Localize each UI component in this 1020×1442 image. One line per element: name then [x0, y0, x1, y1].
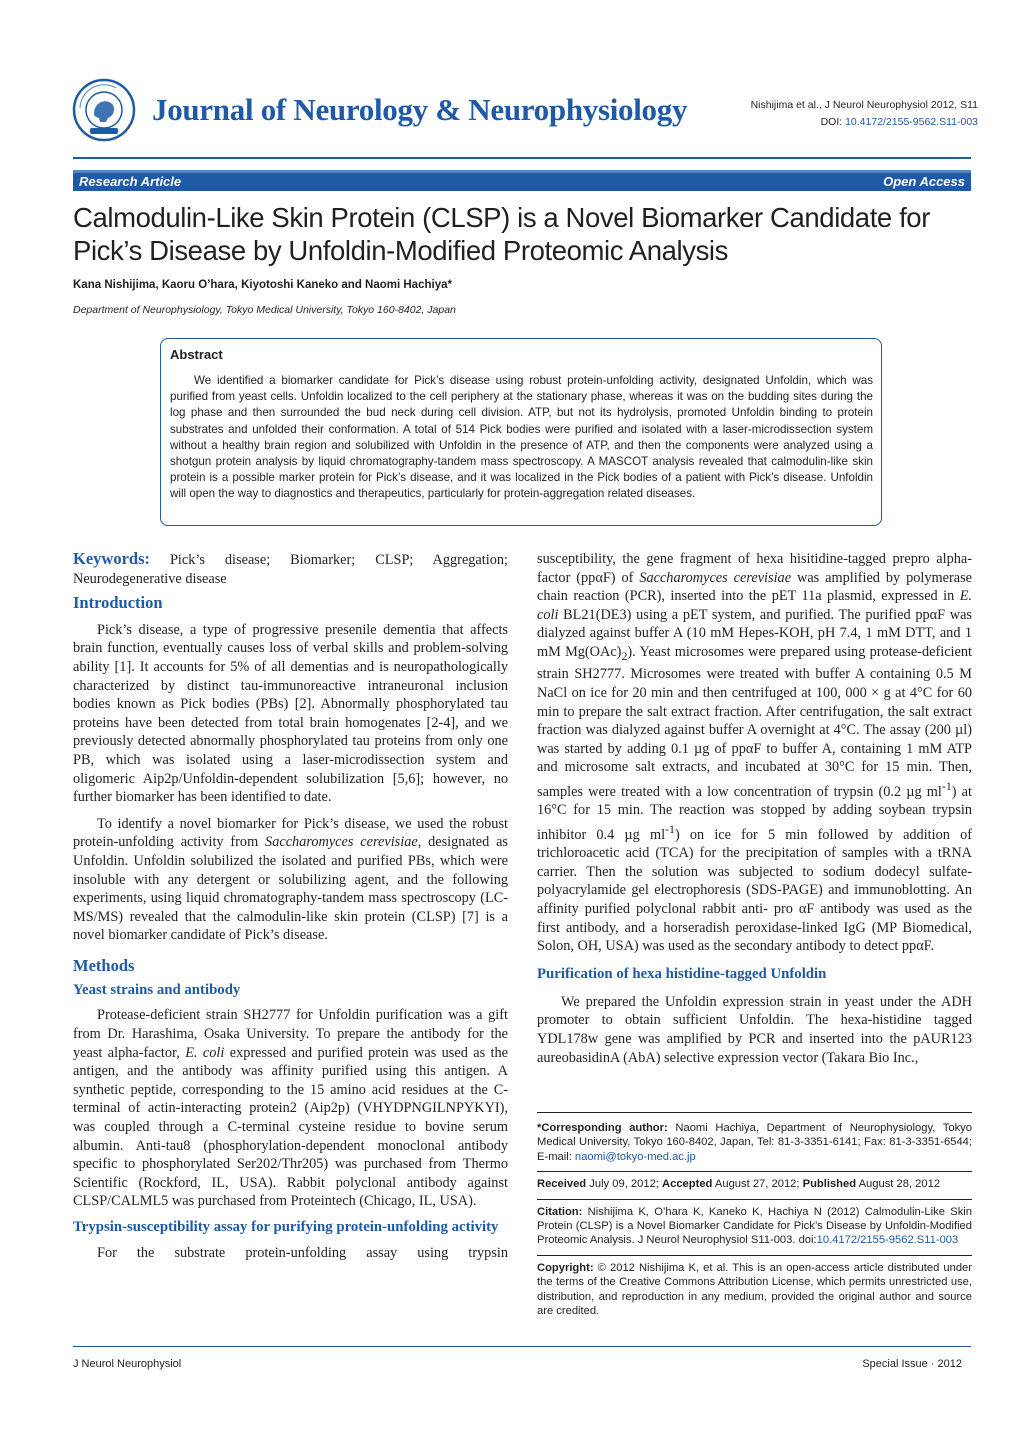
- corresponding-label: *Corresponding author:: [537, 1122, 668, 1134]
- intro-paragraph-1: Pick’s disease, a type of progressive presenile dementia that affects brain function, eventually causes loss of verbal skills and problem-solving ability [1]. It accounts for 5% of all dementias and is neuropathologically characterized by distinct tau-immunoreactive intraneuronal inclusion bodies known as Pick bodies (PBs) [2]. Abnormally phosphorylated tau proteins have been detected from total brain homogenates [2-4], and we previously detected abnormally phosphorylated tau proteins from only one PB, which was isolated using a laser-microdissection system and oligomeric Aip2p/Unfoldin-dependent solubilization [5,6]; however, no further biomarker has been identified to date.: [73, 621, 508, 806]
- copyright-text: © 2012 Nishijima K, et al. This is an open-access article distributed under the terms of the Creative Commons Attribution License, which permits unrestricted use, distribution, and reproduction in any medium, provided the original author and source are credited.: [537, 1261, 972, 1318]
- footer-issue: Special Issue · 2012: [862, 1358, 962, 1370]
- doi-line: [751, 114, 978, 131]
- p2-text-b: was amplified by polymerase chain reaction (PCR), inserted into the pET 11a plasmid, expressed in: [537, 569, 973, 605]
- dates: [537, 1177, 972, 1191]
- article-type-label: Research Article: [79, 174, 182, 189]
- left-column: [73, 550, 508, 1263]
- journal-logo: [72, 78, 136, 142]
- methods-paragraph-2-continued: [537, 550, 972, 956]
- intro-organism: Saccharomyces cerevisiae: [265, 834, 418, 851]
- methods-ecoli: E. coli: [185, 1044, 225, 1061]
- footer-divider: [73, 1346, 971, 1347]
- abstract-box: [160, 338, 882, 526]
- keywords-text: Pick’s disease; Biomarker; CLSP; Aggregation; Neurodegenerative disease: [73, 552, 508, 587]
- p2-superscript-2: -1: [665, 821, 675, 836]
- citation-text: Nishijima K, O’hara K, Kaneko K, Hachiya N (2012) Calmodulin-Like Skin Protein (CLSP) is a Novel Biomarker Candidate for Pick’s Disease by Unfoldin-Modified Proteomic Analysis. J Neurol Neurophysiol S11-003. doi:: [537, 1205, 972, 1247]
- article-title: Calmodulin-Like Skin Protein (CLSP) is a Novel Biomarker Candidate for Pick’s Disease by Unfoldin-Modified Proteomic Analysis: [73, 202, 930, 266]
- p2-text-e: ) at 16°C for 15 min. The reaction was stopped by adding soybean trypsin inhibitor 0.4 µg ml: [537, 783, 973, 843]
- p2-text-c: BL21(DE3) using a pET system, and purified. The purified ppαF was dialyzed against buffer A (10 mM Hepes-KOH, pH 7.4, 1 mM DTT, and 1 mM Mg(OAc): [537, 606, 972, 660]
- authors: Kana Nishijima, Kaoru O’hara, Kiyotoshi Kaneko and Naomi Hachiya*: [73, 279, 452, 291]
- journal-seal-icon: [72, 78, 136, 142]
- correspondence-divider: [537, 1112, 972, 1113]
- citation-label: Citation:: [537, 1205, 583, 1218]
- intro-p2-text: To identify a novel biomarker for Pick’s disease, we used the robust protein-unfolding activity from: [73, 815, 508, 851]
- abstract-heading: Abstract: [170, 347, 223, 362]
- header-citation: [751, 97, 978, 131]
- intro-paragraph-2: [73, 815, 508, 945]
- copyright-divider: [537, 1255, 972, 1256]
- corresponding-author: [537, 1121, 972, 1164]
- p2-text-d: ). Yeast microsomes were prepared using protease-deficient strain SH2777. Microsomes were treated with buffer A containing 0.5 M NaCl on ice for 20 min and then centrifuged at 100, 000 × g at 4°C for 60 min to prepare the salt extract fraction. After centrifugation, the salt extract fraction was dialyzed against buffer A overnight at 4°C. The assay (200 µl) was started by adding 0.1 µg of ppαF to buffer A, containing 1 mM ATP and microsome salt extracts, and incubated at 30°C for 15 min. Then, samples were treated with a low concentration of trypsin (0.2 µg ml: [537, 643, 972, 800]
- methods-paragraph-3: We prepared the Unfoldin expression strain in yeast under the ADH promoter to obtain sufficient Unfoldin. The hexa-histidine tagged YDL178w gene was amplified by PCR and inserted into the pAUR123 aureobasidinA (AbA) selective expression vector (Takara Bio Inc.,: [537, 993, 972, 1066]
- p2-subscript: 2: [621, 648, 628, 663]
- doi-label: DOI:: [820, 116, 846, 128]
- journal-title: Journal of Neurology & Neurophysiology: [152, 92, 688, 127]
- methods-p1-text-b: expressed and purified protein was used as the antigen, and the antibody was affinity purified using this antigen. A synthetic peptide, corresponding to the 15 amino acid residues at the C-terminal of actin-interacting protein2 (Aip2p) (VHYDPNGILNPYKYI), was coupled through a C-terminal cysteine residue to bovine serum albumin. Anti-tau8 (phosphorylation-dependent monoclonal antibody specific to phosphorylated Ser202/Thr205) was purchased from Thermo Scientific (Rockford, IL, USA). Rabbit polyclonal antibody against CLSP/CALML5 was purchased from Proteintech (Chicago, IL, USA).: [73, 1044, 508, 1210]
- corresponding-text: Naomi Hachiya, Department of Neurophysiology, Tokyo Medical University, Tokyo 160-8402, Japan, Tel: 81-3-3351-6141; Fax: 81-3-3351-6544; E-mail:: [537, 1122, 972, 1163]
- copyright-label: Copyright:: [537, 1261, 594, 1274]
- correspondence-block: [537, 1121, 972, 1325]
- citation-short: Nishijima et al., J Neurol Neurophysiol 2012, S11: [750, 99, 978, 111]
- dates-divider: [537, 1171, 972, 1172]
- introduction-heading: Introduction: [73, 593, 163, 613]
- methods-heading: Methods: [73, 955, 135, 975]
- abstract-text: We identified a biomarker candidate for Pick’s disease using robust protein-unfolding activity, designated Unfoldin, which was purified from yeast cells. Unfoldin localized to the cell periphery at the stationary phase, whereas it was on the budding sites during the log phase and then surrounded the bud neck during cell division. ATP, but not its hydrolysis, promoted Unfoldin binding to protein substrates and unfolded their conformation. A total of 514 Pick bodies were purified and isolated with a laser-microdissection system without a healthy brain region and solubilized with Unfoldin in the presence of ATP, and then the components were analyzed using a shotgun protein analysis by liquid chromatography-tandem mass spectroscopy. A MASCOT analysis revealed that calmodulin-like skin protein is a possible marker protein for Pick’s disease, and it was localized in the Pick bodies of a patient with Pick’s disease. Unfoldin will open the way to diagnostics and therapeutics, particularly for protein-aggregation related diseases.: [170, 374, 873, 501]
- received-date: July 09, 2012;: [586, 1178, 663, 1191]
- yeast-strains-heading: Yeast strains and antibody: [73, 982, 241, 999]
- unfoldin-purification-heading: Purification of hexa histidine-tagged Unfoldin: [537, 965, 827, 982]
- right-column: [537, 550, 972, 1067]
- accepted-date: August 27, 2012;: [712, 1178, 803, 1191]
- published-date: August 28, 2012: [856, 1178, 941, 1191]
- keywords-label: Keywords:: [73, 549, 150, 568]
- accepted-label: Accepted: [662, 1178, 713, 1191]
- keywords: [73, 550, 508, 588]
- header-divider: [73, 157, 971, 159]
- footer-journal: J Neurol Neurophysiol: [73, 1358, 182, 1370]
- p2-text-f: ) on ice for 5 min followed by addition of trichloroacetic acid (TCA) for the precipitation of samples with a tRNA carrier. Then the solution was subjected to sodium dodecyl sulfate-polyacrylamide gel electrophoresis (SDS-PAGE) and immunoblotting. An affinity purified polyclonal rabbit anti- pro αF antibody was used as the first antibody, and a horseradish peroxidase-linked IgG (MP Biomedical, Solon, OH, USA) was used as the secondary antibody to detect ppαF.: [537, 826, 972, 955]
- p2-superscript: -1: [941, 778, 952, 793]
- citation-divider: [537, 1199, 972, 1200]
- citation-doi-link[interactable]: 10.4172/2155-9562.S11-003: [816, 1234, 959, 1247]
- doi-link[interactable]: 10.4172/2155-9562.S11-003: [845, 116, 978, 128]
- methods-p1-text: Protease-deficient strain SH2777 for Unfoldin purification was a gift from Dr. Harashima, Osaka University. To prepare the antibody for the yeast alpha-factor,: [73, 1007, 508, 1061]
- p2-text-a: susceptibility, the gene fragment of hexa hisitidine-tagged prepro alpha-factor (ppαF) of: [537, 551, 972, 586]
- open-access-label: Open Access: [883, 174, 965, 189]
- methods-paragraph-1: [73, 1006, 508, 1211]
- intro-p2-text-b: , designated as Unfoldin. Unfoldin solubilized the isolated and purified PBs, which were insoluble with any detergent or solubilizing agent, and the following experiments, using liquid chromatography-tandem mass spectroscopy (LC-MS/MS) revealed that the calmodulin-like skin protein (CLSP) [7] is a novel biomarker candidate of Pick’s disease.: [73, 834, 508, 944]
- copyright: [537, 1261, 972, 1319]
- methods-paragraph-2-start: For the substrate protein-unfolding assay using trypsin: [97, 1245, 508, 1261]
- received-label: Received: [537, 1178, 587, 1191]
- p2-organism: Saccharomyces cerevisiae: [639, 569, 792, 586]
- affiliation: Department of Neurophysiology, Tokyo Medical University, Tokyo 160-8402, Japan: [73, 304, 456, 316]
- email-link[interactable]: naomi@tokyo-med.ac.jp: [574, 1150, 696, 1163]
- article-type-banner: [73, 170, 971, 191]
- published-label: Published: [802, 1178, 857, 1191]
- trypsin-assay-heading: Trypsin-susceptibility assay for purifying protein-unfolding activity: [73, 1219, 499, 1235]
- citation: [537, 1205, 972, 1248]
- p2-ecoli: E. coli: [537, 588, 972, 623]
